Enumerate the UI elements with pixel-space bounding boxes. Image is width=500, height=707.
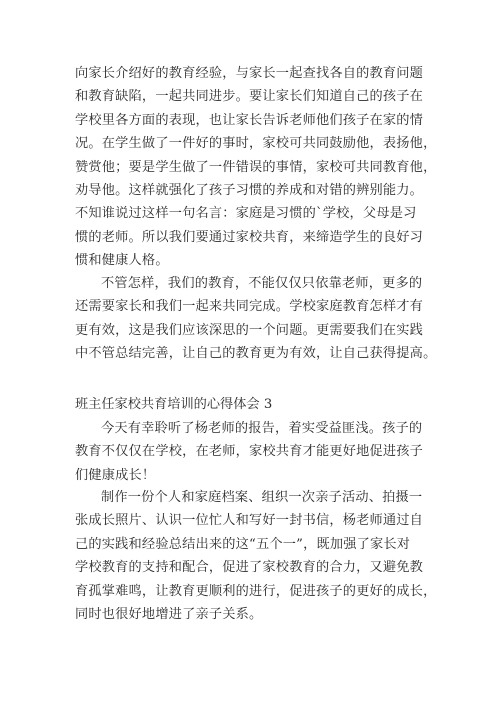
paragraph-3-line: 今天有幸聆听了杨老师的报告，着实受益匪浅。孩子的 bbox=[101, 421, 423, 436]
paragraph-3 bbox=[75, 417, 437, 487]
paragraph-2-line: 更有效，这是我们应该深思的一个问题。更需要我们在实践 bbox=[75, 322, 424, 338]
paragraph-1-line: 赞赏他；要是学生做了一件错误的事情，家校可共同教育他， bbox=[75, 159, 437, 175]
paragraph-3-line: 们健康成长！ bbox=[75, 467, 156, 483]
paragraph-2-line: 还需要家长和我们一起来共同完成。学校家庭教育怎样才有 bbox=[75, 299, 424, 315]
paragraph-1-line: 不知谁说过这样一句名言：家庭是习惯的`学校，父母是习 bbox=[75, 206, 417, 222]
section-heading: 班主任家校共育培训的心得体会 3 bbox=[75, 397, 273, 412]
paragraph-4-line: 己的实践和经验总结出来的这“五个一”，既加强了家长对 bbox=[75, 536, 411, 552]
paragraph-2 bbox=[75, 272, 437, 366]
paragraph-4-line: 制作一份个人和家庭档案、组织一次亲子活动、拍摄一 bbox=[101, 490, 423, 505]
paragraph-1-line: 况。在学生做了一件好的事时，家校可共同鼓励他，表扬他， bbox=[75, 136, 437, 152]
paragraph-2-line: 不管怎样，我们的教育，不能仅仅只依靠老师，更多的 bbox=[101, 276, 423, 291]
paragraph-4-line: 张成长照片、认识一位忙人和写好一封书信，杨老师通过自 bbox=[75, 513, 424, 529]
paragraph-4-line: 学校教育的支持和配合，促进了家校教育的合力，又避免教 bbox=[75, 560, 424, 576]
paragraph-1-line: 劝导他。这样就强化了孩子习惯的养成和对错的辨别能力。 bbox=[75, 182, 424, 198]
paragraph-1-line: 学校里各方面的表现，也让家长告诉老师他们孩子在家的情 bbox=[75, 112, 424, 128]
paragraph-3-line: 教育不仅仅在学校，在老师，家校共育才能更好地促进孩子 bbox=[75, 444, 424, 460]
paragraph-4-line: 育孤掌难鸣，让教育更顺利的进行，促进孩子的更好的成长， bbox=[75, 583, 437, 599]
paragraph-1 bbox=[75, 62, 437, 273]
paragraph-1-line: 向家长介绍好的教育经验，与家长一起查找各自的教育问题 bbox=[75, 66, 424, 81]
paragraph-2-line: 中不管总结完善，让自己的教育更为有效，让自己获得提高。 bbox=[75, 346, 437, 362]
paragraph-1-line: 和教育缺陷，一起共同进步。要让家长们知道自己的孩子在 bbox=[75, 89, 424, 105]
paragraph-1-line: 惯的老师。所以我们要通过家校共育，来缔造学生的良好习 bbox=[75, 229, 424, 245]
paragraph-4 bbox=[75, 486, 437, 626]
paragraph-1-line: 惯和健康人格。 bbox=[75, 253, 169, 269]
paragraph-4-line: 同时也很好地增进了亲子关系。 bbox=[75, 606, 263, 622]
